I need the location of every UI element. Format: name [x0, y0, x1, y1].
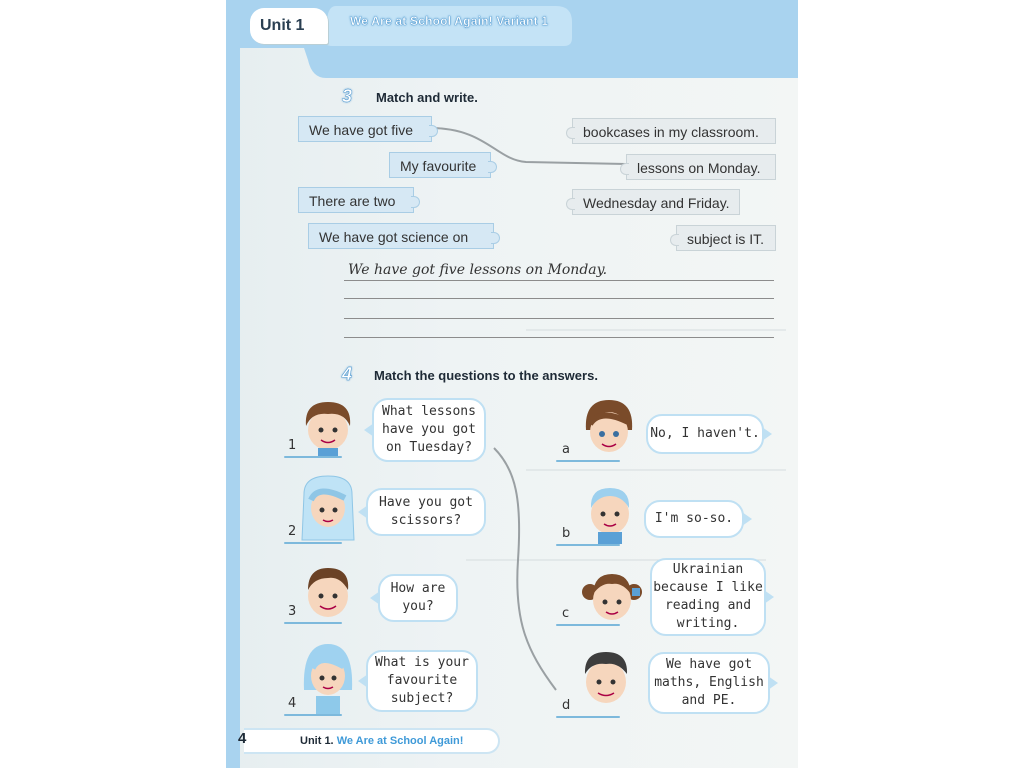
exercise4-number: 4	[342, 364, 353, 384]
question-4-line-3: subject?	[390, 691, 454, 706]
girl-short-hair-icon	[580, 396, 638, 458]
question-bubble-2[interactable]	[366, 488, 486, 536]
question-1-line-3: on Tuesday?	[385, 440, 473, 455]
question-label-underline	[284, 714, 342, 716]
page-number: 4	[238, 730, 247, 747]
right-piece-2[interactable]: lessons on Monday.	[626, 154, 776, 180]
answer-line-2[interactable]	[344, 298, 774, 299]
header-title: We Are at School Again! Variant 1	[350, 14, 549, 28]
answer-example: We have got five lessons on Monday.	[348, 262, 608, 278]
question-label-underline	[284, 622, 342, 624]
answer-d-line-1: We have got	[665, 657, 753, 672]
boy-brown-hair-icon	[300, 562, 356, 624]
left-piece-4[interactable]: We have got science on	[308, 223, 494, 249]
girl-blue-hair-icon	[300, 640, 356, 716]
answer-line-4[interactable]	[344, 337, 774, 338]
boy-dark-hair-icon	[576, 646, 636, 710]
exercise3-title: Match and write.	[376, 90, 478, 105]
right-piece-3[interactable]: Wednesday and Friday.	[572, 189, 740, 215]
question-bubble-3[interactable]	[378, 574, 458, 622]
exercise4-title: Match the questions to the answers.	[374, 368, 598, 383]
footer-unit-title: We Are at School Again!	[336, 735, 464, 747]
question-1-line-2: have you got	[382, 422, 476, 437]
boy-blond-hair-icon	[584, 482, 636, 544]
answer-d-line-2: maths, English	[654, 675, 764, 690]
question-label-underline	[284, 456, 342, 458]
boy-curly-hair-icon	[300, 396, 356, 456]
question-label-3: 3	[288, 604, 297, 619]
unit-tab	[250, 8, 328, 44]
answer-bubble-b[interactable]	[644, 500, 744, 538]
question-1-line-1: What lessons	[382, 404, 476, 419]
question-bubble-1[interactable]	[372, 398, 486, 462]
question-label-2: 2	[288, 524, 297, 539]
question-3-line-2: you?	[402, 599, 434, 614]
answer-bubble-a[interactable]	[646, 414, 764, 454]
workbook-page	[226, 0, 798, 768]
footer-unit: Unit 1.	[300, 735, 334, 747]
answer-c-line-2: because I like	[653, 580, 763, 595]
left-piece-1[interactable]: We have got five	[298, 116, 432, 142]
answer-c-line-4: writing.	[676, 616, 740, 631]
answer-b-line-1: I'm so-so.	[654, 511, 734, 526]
answer-a-line-1: No, I haven't.	[650, 426, 760, 441]
exercise3-number: 3	[342, 86, 353, 106]
question-4-line-1: What is your	[375, 655, 469, 670]
answer-label-a: a	[562, 442, 570, 457]
question-label-1: 1	[288, 438, 297, 453]
answer-bubble-c[interactable]	[650, 558, 766, 636]
question-3-line-1: How are	[390, 581, 446, 596]
question-label-4: 4	[288, 696, 297, 711]
answer-label-underline	[556, 716, 620, 718]
right-piece-1[interactable]: bookcases in my classroom.	[572, 118, 776, 144]
answer-label-d: d	[562, 698, 571, 713]
answer-bubble-d[interactable]	[648, 652, 770, 714]
girl-long-hair-icon	[298, 474, 358, 546]
question-4-line-2: favourite	[386, 673, 458, 688]
question-bubble-4[interactable]	[366, 650, 478, 712]
answer-label-c: c	[562, 606, 570, 621]
girl-pigtails-icon	[582, 566, 642, 630]
answer-line-1[interactable]	[344, 280, 774, 281]
question-label-underline	[284, 542, 342, 544]
answer-label-underline	[556, 544, 620, 546]
answer-c-line-3: reading and	[664, 598, 752, 613]
answer-label-underline	[556, 624, 620, 626]
question-2-line-1: Have you got	[379, 495, 473, 510]
answer-line-3[interactable]	[344, 318, 774, 319]
answer-d-line-3: and PE.	[681, 693, 737, 708]
unit-tab-label: Unit 1	[260, 17, 305, 34]
left-piece-2[interactable]: My favourite	[389, 152, 491, 178]
answer-c-line-1: Ukrainian	[672, 562, 744, 577]
right-piece-4[interactable]: subject is IT.	[676, 225, 776, 251]
answer-label-underline	[556, 460, 620, 462]
question-2-line-2: scissors?	[390, 513, 462, 528]
left-piece-3[interactable]: There are two	[298, 187, 414, 213]
footer-title	[300, 735, 463, 747]
answer-label-b: b	[562, 526, 571, 541]
